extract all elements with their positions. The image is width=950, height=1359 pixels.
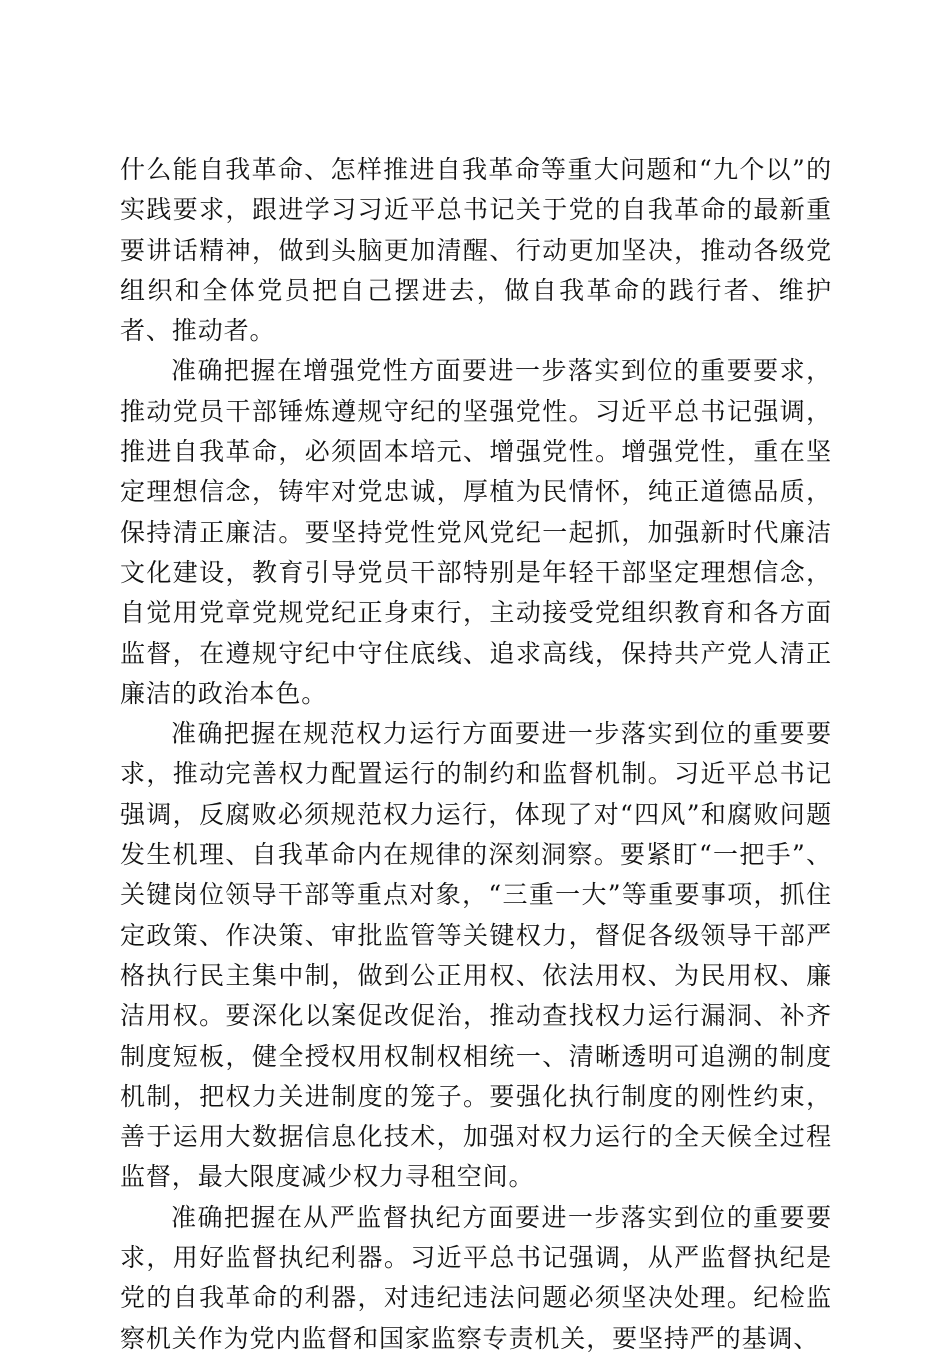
paragraph-3: 准确把握在规范权力运行方面要进一步落实到位的重要要求，推动完善权力配置运行的制约和监督机制。习近平总书记强调，反腐败必须规范权力运行，体现了对“四风”和腐败问题发生机理、自我革命内在规律的深刻洞察。要紧盯“一把手”、关键岗位领导干部等重点对象，“三重一大”等重要事项，抓住定政策、作决策、审批监管等关键权力，督促各级领导干部严格执行民主集中制，做到公正用权、依法用权、为民用权、廉洁用权。要深化以案促改促治，推动查找权力运行漏洞、补齐制度短板，健全授权用权制权相统一、清晰透明可追溯的制度机制，把权力关进制度的笼子。要强化执行制度的刚性约束，善于运用大数据信息化技术，加强对权力运行的全天候全过程监督，最大限度减少权力寻租空间。 (120, 719, 832, 1192)
paragraph-4: 准确把握在从严监督执纪方面要进一步落实到位的重要要求，用好监督执纪利器。习近平总书记强调，从严监督执纪是党的自我革命的利器，对违纪违法问题必须坚决处理。纪检监察机关作为党内监督和国家监察专责机关，要坚持严的基调、 (120, 1202, 832, 1353)
document-body (120, 150, 832, 1359)
paragraph-1: 什么能自我革命、怎样推进自我革命等重大问题和“九个以”的实践要求，跟进学习习近平总书记关于党的自我革命的最新重要讲话精神，做到头脑更加清醒、行动更加坚决，推动各级党组织和全体党员把自己摆进去，做自我革命的践行者、维护者、推动者。 (120, 155, 832, 346)
paragraph-2: 准确把握在增强党性方面要进一步落实到位的重要要求，推动党员干部锤炼遵规守纪的坚强党性。习近平总书记强调，推进自我革命，必须固本培元、增强党性。增强党性，重在坚定理想信念，铸牢对党忠诚，厚植为民情怀，纯正道德品质，保持清正廉洁。要坚持党性党风党纪一起抓，加强新时代廉洁文化建设，教育引导党员干部特别是年轻干部坚定理想信念，自觉用党章党规党纪正身束行，主动接受党组织教育和各方面监督，在遵规守纪中守住底线、追求高线，保持共产党人清正廉洁的政治本色。 (120, 356, 832, 708)
